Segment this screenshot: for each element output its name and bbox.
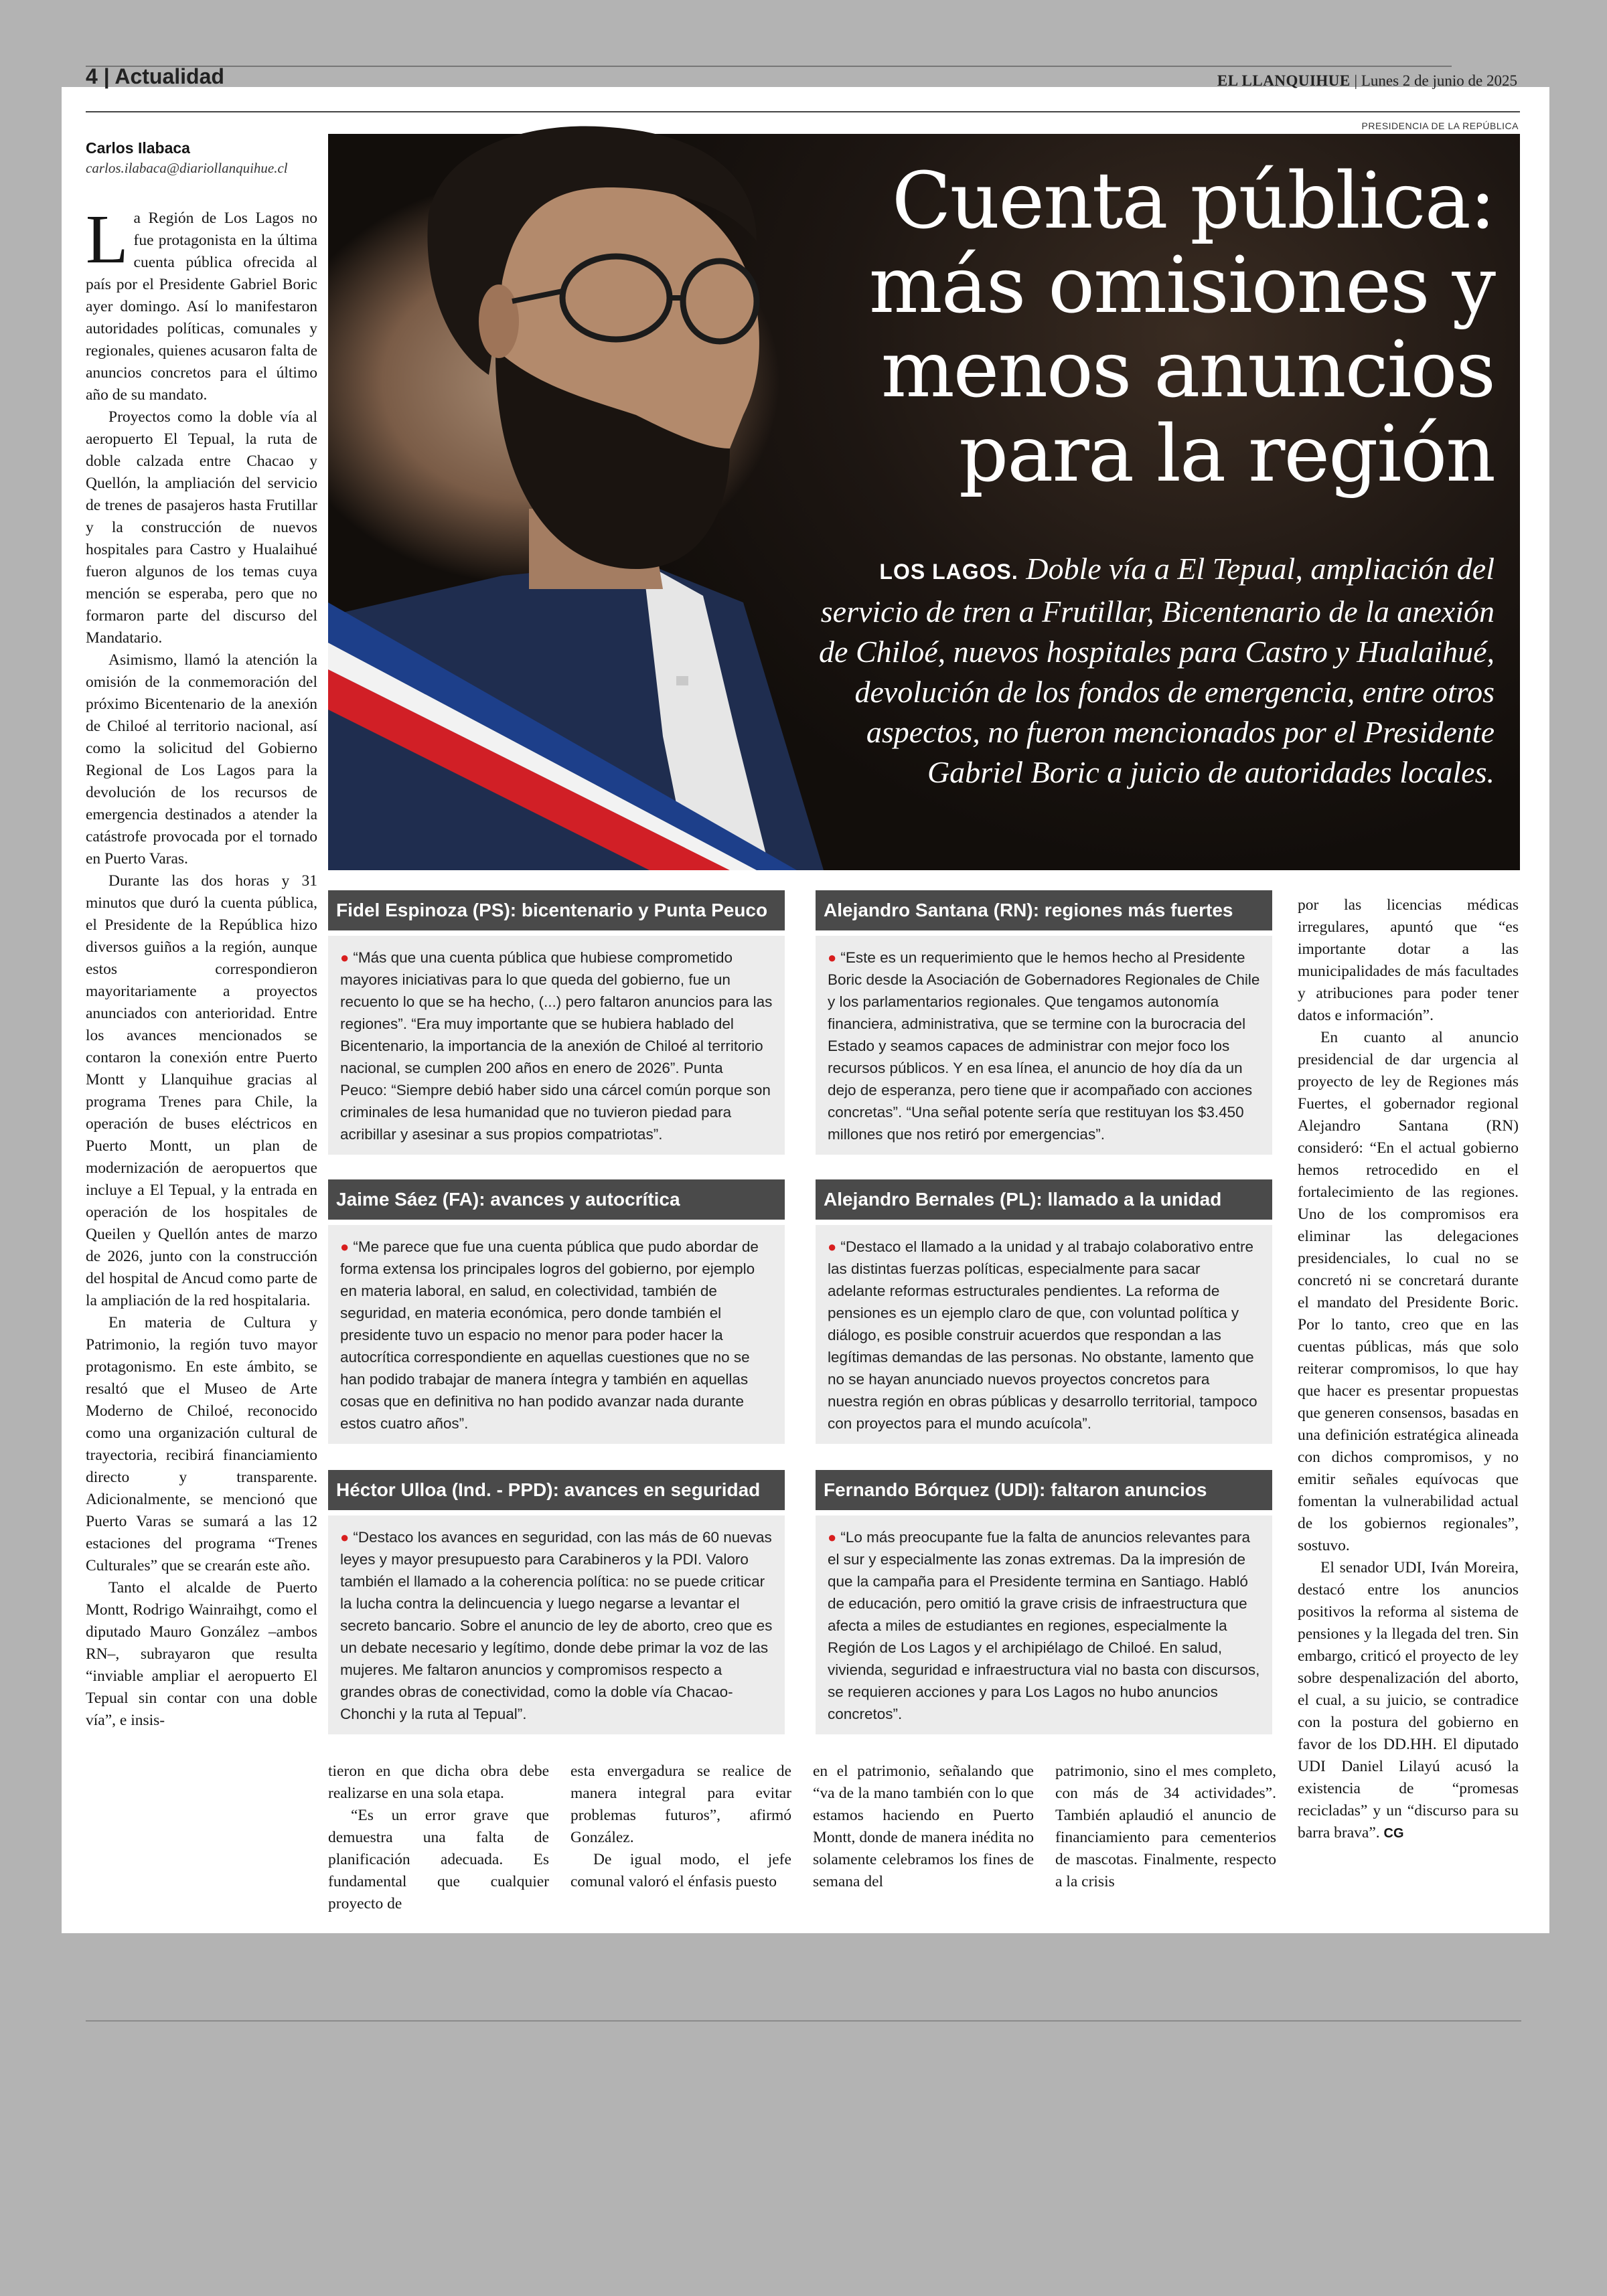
author-name: Carlos Ilabaca xyxy=(86,139,190,157)
issue-date: Lunes 2 de junio de 2025 xyxy=(1361,72,1517,89)
author-email: carlos.ilabaca@diariollanquihue.cl xyxy=(86,160,288,176)
photo-credit: PRESIDENCIA DE LA REPÚBLICA xyxy=(1361,120,1519,131)
article-column-5 xyxy=(1055,1760,1276,1893)
lead-text: Doble vía a El Tepual, ampliación del servicio de tren a Frutillar, Bicentenario de la anexión de Chiloé, nuevos hospitales para Castro y Hualaihué, devolución de los fondos de emergencia, entre otros aspectos, no fueron mencionados por el Presidente Gabriel Boric a juicio de autoridades locales. xyxy=(819,552,1495,789)
paragraph: Proyectos como la doble vía al aeropuerto El Tepual, la ruta de doble calzada entre Chacao y Quellón, la ampliación del servicio de trenes de pasajeros hasta Frutillar y la construcción de nuevos hospitales para Castro y Hualaihué fueron algunos de los temas cuya mención se esperaba, pero que no formaron parte del discurso del Mandatario. xyxy=(86,408,317,647)
quote-box xyxy=(328,1179,785,1444)
paragraph: Durante las dos horas y 31 minutos que duró la cuenta pública, el Presidente de la República hizo diversos guiños a la región, aunque estos correspondieron mayoritariamente a proyectos anunciados con anterioridad. Entre los avances mencionados se contaron la conexión entre Puerto Montt y Llanquihue gracias al programa Trenes para Chile, la operación de buses eléctricos en Puerto Montt, un plan de modernización de aeropuertos que incluye a El Tepual, y la entrada en operación de los hospitales de Queilen y Quellón antes de marzo de 2026, junto con la construcción del hospital de Ancud como parte de la ampliación de la red hospitalaria. xyxy=(86,872,317,1309)
paragraph: por las licencias médicas irregulares, apuntó que “es importante dotar a las municipalidades de más facultades y atribuciones para poder tener datos e información”. xyxy=(1298,896,1519,1024)
paragraph: De igual modo, el jefe comunal valoró el énfasis puesto xyxy=(570,1851,791,1890)
page-header-left: 4 | Actualidad xyxy=(86,64,224,88)
quote-box-body: ● “Destaco los avances en seguridad, con las más de 60 nuevas leyes y mayor presupuesto para Carabineros y la PDI. Valoro también el llamado a la coherencia política: no se puede criticar la lucha contra la delincuencia y luego negarse a levantar el secreto bancario. Sobre el anuncio de ley de aborto, creo que es un debate necesario y legítimo, donde debe primar la voz de las mujeres. Me faltaron anuncios y compromisos respecto a grandes obras de conectividad, como la doble vía Chacao-Chonchi y la ruta al Tepual”. xyxy=(328,1515,785,1734)
quote-box-title: Jaime Sáez (FA): avances y autocrítica xyxy=(328,1179,785,1220)
bullet-icon: ● xyxy=(828,949,841,966)
quote-box-title: Alejandro Santana (RN): regiones más fuertes xyxy=(816,890,1272,930)
drop-cap: L xyxy=(86,201,129,278)
newspaper-page xyxy=(62,64,1549,1933)
page-number: 4 xyxy=(86,64,98,88)
bullet-icon: ● xyxy=(828,1529,841,1546)
quote-box-body: ● “Destaco el llamado a la unidad y al trabajo colaborativo entre las distintas fuerzas políticas, especialmente para sacar adelante reformas estructurales pendientes. La reforma de pensiones es un ejemplo claro de que, con voluntad política y diálogo, es posible construir acuerdos que respondan a las legítimas demandas de las personas. No obstante, lamento que no se hayan anunciado nuevos proyectos concretos para nuestra región en obras públicas y desarrollo territorial, tampoco con proyectos para el mundo acuícola”. xyxy=(816,1225,1272,1444)
article-column-1 xyxy=(86,201,317,1732)
paragraph: “Es un error grave que demuestra una falta de planificación adecuada. Es fundamental que cualquier proyecto de xyxy=(328,1807,549,1912)
bullet-icon: ● xyxy=(340,949,354,966)
newspaper-name: EL LLANQUIHUE xyxy=(1217,72,1351,89)
quote-box xyxy=(328,1470,785,1734)
paragraph: en el patrimonio, señalando que “va de la mano también con lo que estamos haciendo en Puerto Montt, donde de manera inédita no solamente celebramos los fines de semana del xyxy=(813,1762,1034,1890)
quote-box xyxy=(816,890,1272,1155)
end-mark: CG xyxy=(1383,1826,1404,1841)
lead-paragraph xyxy=(791,549,1495,793)
byline xyxy=(86,139,288,177)
paragraph: La Región de Los Lagos no fue protagonista en la última cuenta pública ofrecida al país por el Presidente Gabriel Boric ayer domingo. Así lo manifestaron autoridades políticas, comunales y regionales, quienes acusaron falta de anuncios concretos para el último año de su mandato. xyxy=(86,201,317,404)
article-column-6 xyxy=(1298,894,1519,1845)
quote-box-title: Fidel Espinoza (PS): bicentenario y Punta Peuco xyxy=(328,890,785,930)
section-name: Actualidad xyxy=(114,64,224,88)
quote-box-title: Alejandro Bernales (PL): llamado a la unidad xyxy=(816,1179,1272,1220)
paragraph: En materia de Cultura y Patrimonio, la región tuvo mayor protagonismo. En este ámbito, se resaltó que el Museo de Arte Moderno de Chiloé, reconocido como una organización cultural de trayectoria, recibirá financiamiento directo y transparente. Adicionalmente, se mencionó que Puerto Varas se sumará a las 12 estaciones del programa “Trenes Culturales” que se crearán este año. xyxy=(86,1314,317,1574)
paragraph: Asimismo, llamó la atención la omisión de la conmemoración del próximo Bicentenario de la anexión de Chiloé al territorio nacional, así como la solicitud del Gobierno Regional de Los Lagos para la devolución de los recursos de emergencia destinados a atender la catástrofe provocada por el tornado en Puerto Varas. xyxy=(86,651,317,868)
bottom-rule xyxy=(86,2020,1521,2022)
paragraph: En cuanto al anuncio presidencial de dar urgencia al proyecto de ley de Regiones más Fuertes, el gobernador regional Alejandro Santana (RN) consideró: “En el actual gobierno hemos retrocedido en el fortalecimiento de las regiones. Uno de los compromisos era eliminar las delegaciones presidenciales, lo cual no se concretó ni se concretará durante el mandato del Presidente Boric. Por lo tanto, creo que en las cuentas públicas, más que solo reiterar compromisos, lo que hay que hacer es presentar propuestas que generen consensos, basadas en una definición estratégica alineada con dichos compromisos, y no emitir señales equívocas que fomentan la vulnerabilidad actual de los gobiernos regionales”, sostuvo. xyxy=(1298,1029,1519,1554)
article-column-4 xyxy=(813,1760,1034,1893)
quote-box-body: ● “Este es un requerimiento que le hemos hecho al Presidente Boric desde la Asociación de Gobernadores Regionales de Chile y los parlamentarios regionales. Que tengamos autonomía financiera, administrativa, que se termine con la burocracia del Estado y seamos capaces de administrar con mejor foco los recursos públicos. Y en esa línea, el anuncio de hoy día da un dejo de esperanza, pero tiene que ir acompañado con acciones concretas”. “Una señal potente sería que restituyan los $3.450 millones que nos retiró por emergencias”. xyxy=(816,936,1272,1155)
lead-photo xyxy=(328,134,1520,870)
paragraph: patrimonio, sino el mes completo, con más de 34 actividades”. También aplaudió el anuncio de financiamiento para cementerios de mascotas. Finalmente, respecto a la crisis xyxy=(1055,1762,1276,1890)
quote-box-body: ● “Me parece que fue una cuenta pública que pudo abordar de forma extensa los principales logros del gobierno, por ejemplo en materia laboral, en salud, en colectividad, también de seguridad, en materia económica, pero donde también el presidente tuvo un espacio no menor para poder hacer la autocrítica correspondiente en aquellas cuestiones que no se han podido trabajar de manera íntegra y también en aquellas cosas que en definitiva no han podido avanzar nada durante estos cuatro años”. xyxy=(328,1225,785,1444)
paragraph: El senador UDI, Iván Moreira, destacó entre los anuncios positivos la reforma al sistema de pensiones y la llegada del tren. Sin embargo, criticó el proyecto de ley sobre despenalización del aborto, el cual, a su juicio, se contradice con la postura del gobierno en favor de los DD.HH. El diputado UDI Daniel Lilayú acusó la existencia de “promesas recicladas” y un “discurso para su barra brava”. CG xyxy=(1298,1559,1519,1841)
article-column-3 xyxy=(570,1760,791,1893)
top-rule xyxy=(86,66,1452,67)
quote-box-body: ● “Lo más preocupante fue la falta de anuncios relevantes para el sur y especialmente las zonas extremas. Da la impresión de que la campaña para el Presidente termina en Santiago. Habló de educación, pero omitió la grave crisis de infraestructura que afecta a miles de estudiantes en regiones, especialmente la Región de Los Lagos y el archipiélago de Chiloé. En salud, vivienda, seguridad e infraestructura vial no basta con discursos, se requieren acciones y para Los Lagos no hubo anuncios concretos”. xyxy=(816,1515,1272,1734)
lead-kicker: LOS LAGOS. xyxy=(879,560,1018,584)
paragraph: esta envergadura se realice de manera integral para evitar problemas futuros”, afirmó González. xyxy=(570,1762,791,1846)
bullet-icon: ● xyxy=(340,1529,354,1546)
quote-box-body: ● “Más que una cuenta pública que hubiese comprometido mayores iniciativas para lo que queda del gobierno, fue un recuento lo que se ha hecho, (...) pero faltaron anuncios para las regiones”. “Era muy importante que se hubiera hablado del Bicentenario, la importancia de la anexión de Chiloé al territorio nacional, se cumplen 200 años en enero de 2026”. Punta Peuco: “Siempre debió haber sido una cárcel común porque son criminales de lesa humanidad que no tuvieron piedad para acribillar y asesinar a sus propios compatriotas”. xyxy=(328,936,785,1155)
page-header-right: EL LLANQUIHUE | Lunes 2 de junio de 2025 xyxy=(1217,72,1517,89)
quote-box xyxy=(816,1179,1272,1444)
quote-box xyxy=(816,1470,1272,1734)
bullet-icon: ● xyxy=(340,1238,354,1255)
article-column-2 xyxy=(328,1760,549,1915)
quote-box-title: Fernando Bórquez (UDI): faltaron anuncios xyxy=(816,1470,1272,1510)
header-rule xyxy=(86,111,1520,112)
quote-box xyxy=(328,890,785,1155)
paragraph: tieron en que dicha obra debe realizarse en una sola etapa. xyxy=(328,1762,549,1802)
quote-box-title: Héctor Ulloa (Ind. - PPD): avances en seguridad xyxy=(328,1470,785,1510)
paragraph: Tanto el alcalde de Puerto Montt, Rodrigo Wainraihgt, como el diputado Mauro González –ambos RN–, subrayaron que resulta “inviable ampliar el aeropuerto El Tepual sin contar con una doble vía”, e insis- xyxy=(86,1579,317,1729)
headline: Cuenta pública: más omisiones y menos anuncios para la región xyxy=(868,156,1495,499)
bullet-icon: ● xyxy=(828,1238,841,1255)
